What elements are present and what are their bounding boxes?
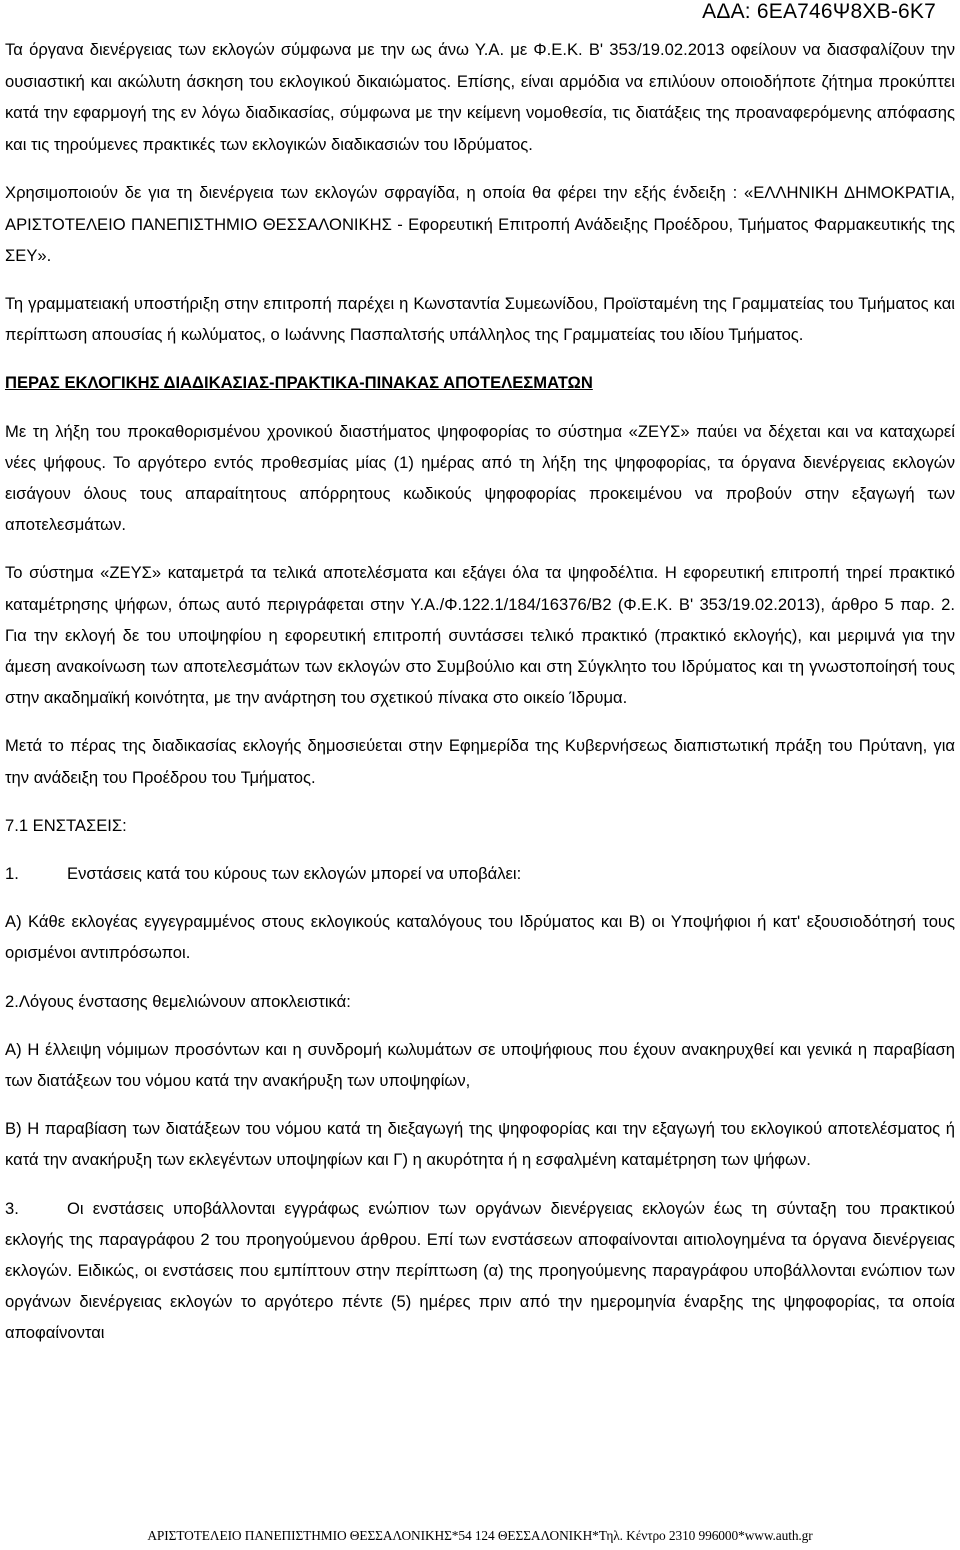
paragraph-ground-b: Β) Η παραβίαση των διατάξεων του νόμου κατά τη διεξαγωγή της ψηφοφορίας και την εξαγωγή του εκλογικού αποτελέσματος ή κατά την ανακήρυξη των εκλεγέντων υποψηφίων και Γ) η ακυρότητα ή η εσφαλμένη καταμέτρηση των ψήφων. — [5, 1119, 955, 1170]
list-item-3 — [5, 1193, 955, 1349]
list-item-2: 2.Λόγους ένστασης θεμελιώνουν αποκλειστικά: — [5, 991, 351, 1011]
paragraph-who-may-object: Α) Κάθε εκλογέας εγγεγραμμένος στους εκλογικούς καταλόγους του Ιδρύματος και Β) οι Υποψήφιοι ή κατ' εξουσιοδότησή τους ορισμένοι αντιπρόσωποι. — [5, 912, 955, 963]
section-heading-results: ΠΕΡΑΣ ΕΚΛΟΓΙΚΗΣ ΔΙΑΔΙΚΑΣΙΑΣ-ΠΡΑΚΤΙΚΑ-ΠΙΝΑΚΑΣ ΑΠΟΤΕΛΕΣΜΑΤΩΝ — [5, 373, 593, 393]
list-item-3-text: Οι ενστάσεις υποβάλλονται εγγράφως ενώπιον των οργάνων διενέργειας εκλογών έως τη σύνταξη του πρακτικού εκλογής της παραγράφου 2 του προηγούμενου άρθρου. Επί των ενστάσεων αποφαίνονται αιτιολογημένα τα όργανα διενέργειας εκλογών. Ειδικώς, οι ενστάσεις που εμπίπτουν στην περίπτωση (α) της προηγούμενης παραγράφου υποβάλλονται ενώπιον των οργάνων διενέργειας εκλογών το αργότερο πέντε (5) ημέρες πριν από την ημερομηνία έναρξης της ψηφοφορίας, τα οποία αποφαίνονται — [5, 1198, 955, 1343]
section-title-objections: 7.1 ΕΝΣΤΑΣΕΙΣ: — [5, 815, 127, 835]
page-footer: ΑΡΙΣΤΟΤΕΛΕΙΟ ΠΑΝΕΠΙΣΤΗΜΙΟ ΘΕΣΣΑΛΟΝΙΚΗΣ*54 124 ΘΕΣΣΑΛΟΝΙΚΗ*Τηλ. Κέντρο 2310 996000*www.auth.gr — [147, 1528, 813, 1543]
document-body — [5, 34, 955, 1349]
paragraph-election-bodies: Τα όργανα διενέργειας των εκλογών σύμφωνα με την ως άνω Υ.Α. με Φ.Ε.Κ. Β' 353/19.02.2013 οφείλουν να διασφαλίζουν την ουσιαστική και ακώλυτη άσκηση του εκλογικού δικαιώματος. Επίσης, είναι αρμόδια να επιλύουν οποιοδήποτε ζήτημα προκύπτει κατά την εφαρμογή της εν λόγω διαδικασίας, σύμφωνα με την κείμενη νομοθεσία, τις διατάξεις της προαναφερόμενης απόφασης και τις τηρούμενες πρακτικές των εκλογικών διαδικασιών του Ιδρύματος. — [5, 40, 955, 154]
paragraph-gazette: Μετά το πέρας της διαδικασίας εκλογής δημοσιεύεται στην Εφημερίδα της Κυβερνήσεως διαπιστωτική πράξη του Πρύτανη, για την ανάδειξη του Προέδρου του Τμήματος. — [5, 736, 955, 787]
list-item-3-number: 3. — [5, 1198, 19, 1218]
paragraph-voting-end: Με τη λήξη του προκαθορισμένου χρονικού διαστήματος ψηφοφορίας το σύστημα «ΖΕΥΣ» παύει να δέχεται και να καταχωρεί νέες ψήφους. Το αργότερο εντός προθεσμίας μίας (1) ημέρας από τη λήξη της ψηφοφορίας, τα όργανα διενέργειας εκλογών εισάγουν όλους τους απαραίτητους απόρρητους κωδικούς ψηφοφορίας προκειμένου να προβούν στην εξαγωγή των αποτελεσμάτων. — [5, 421, 955, 535]
paragraph-zeus-count: Το σύστημα «ΖΕΥΣ» καταμετρά τα τελικά αποτελέσματα και εξάγει όλα τα ψηφοδέλτια. Η εφορευτική επιτροπή τηρεί πρακτικό καταμέτρησης ψήφων, όπως αυτό περιγράφεται στην Υ.Α./Φ.122.1/184/16376/Β2 (Φ.Ε.Κ. Β' 353/19.02.2013), άρθρο 5 παρ. 2. Για την εκλογή δε του υποψηφίου η εφορευτική επιτροπή συντάσσει τελικό πρακτικό (πρακτικό εκλογής), και μεριμνά για την άμεση ανακοίνωση των αποτελεσμάτων των εκλογών στο Συμβούλιο και στη Σύγκλητο του Ιδρύματος και τη γνωστοποίησή τους στην ακαδημαϊκή κοινότητα, με την ανάρτηση του σχετικού πίνακα στο οικείο Ίδρυμα. — [5, 563, 955, 708]
list-item-1-number: 1. — [5, 864, 19, 884]
paragraph-seal: Χρησιμοποιούν δε για τη διενέργεια των εκλογών σφραγίδα, η οποία θα φέρει την εξής ένδειξη : «ΕΛΛΗΝΙΚΗ ΔΗΜΟΚΡΑΤΙΑ, ΑΡΙΣΤΟΤΕΛΕΙΟ ΠΑΝΕΠΙΣΤΗΜΙΟ ΘΕΣΣΑΛΟΝΙΚΗΣ - Εφορευτική Επιτροπή Ανάδειξης Προέδρου, Τμήματος Φαρμακευτικής της ΣΕΥ». — [5, 183, 955, 265]
paragraph-secretariat: Τη γραμματειακή υποστήριξη στην επιτροπή παρέχει η Κωνσταντία Συμεωνίδου, Προϊσταμένη της Γραμματείας του Τμήματος και περίπτωση απουσίας ή κωλύματος, ο Ιωάννης Πασπαλτσής υπάλληλος της Γραμματείας του ιδίου Τμήματος. — [5, 293, 955, 345]
paragraph-ground-a: Α) Η έλλειψη νόμιμων προσόντων και η συνδρομή κωλυμάτων σε υποψήφιους που έχουν ανακηρυχθεί και γενικά η παραβίαση των διατάξεων του νόμου κατά την ανακήρυξη των υποψηφίων, — [5, 1039, 955, 1091]
ada-code: ΑΔΑ: 6ΕΑ746Ψ8ΧΒ-6Κ7 — [702, 0, 936, 23]
list-item-1-text: Ενστάσεις κατά του κύρους των εκλογών μπορεί να υποβάλει: — [67, 864, 522, 884]
list-item-1 — [5, 858, 955, 889]
